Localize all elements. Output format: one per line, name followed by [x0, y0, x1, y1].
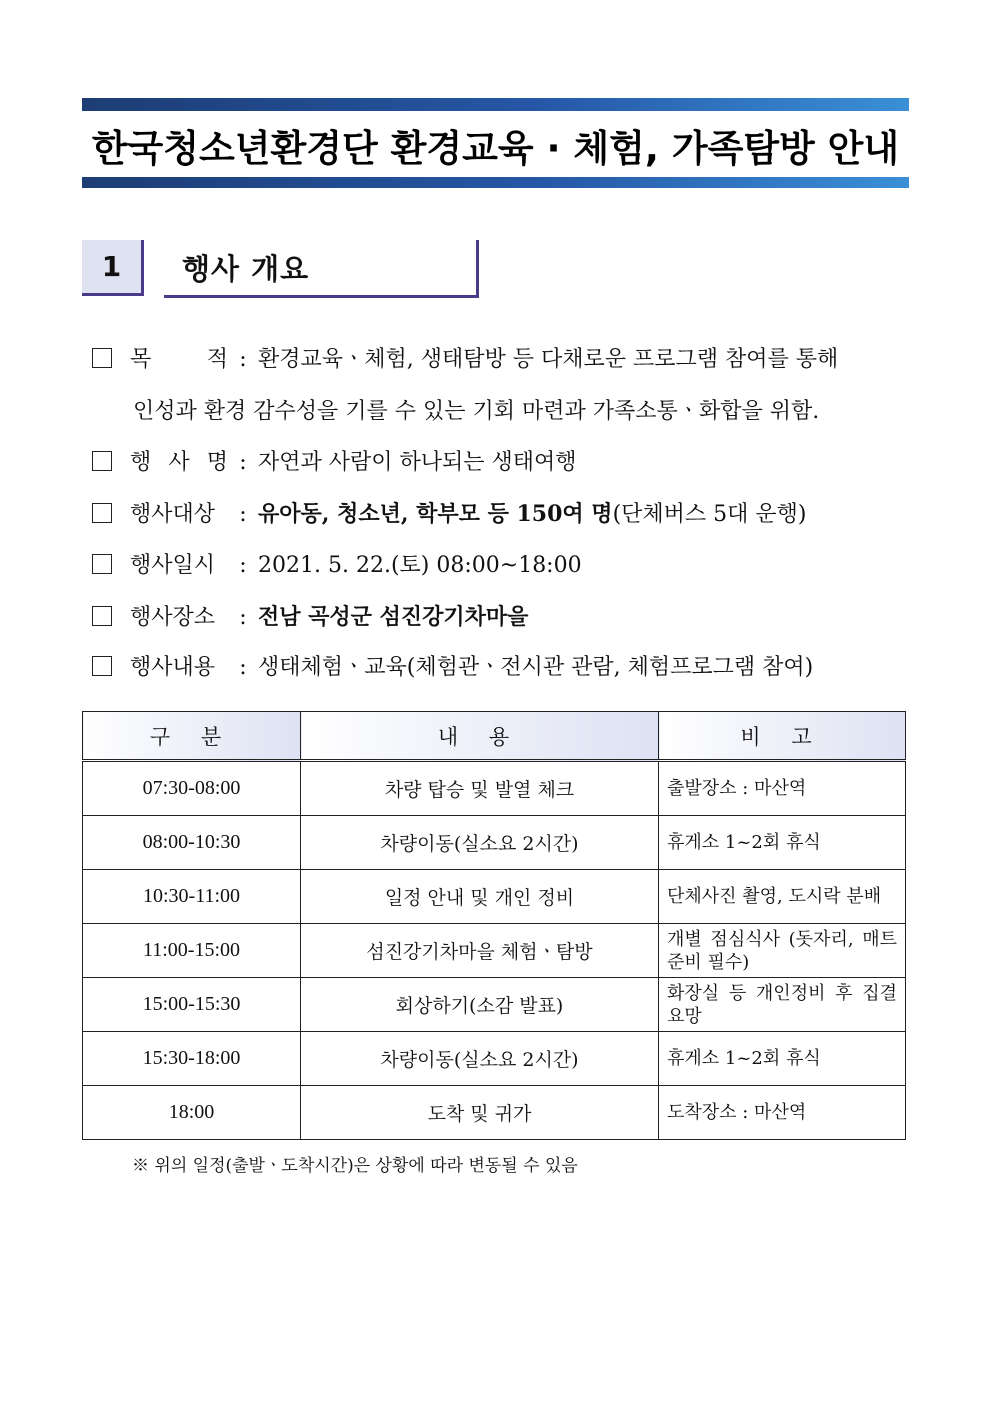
- item-label: 행사대상: [130, 502, 216, 527]
- checkbox-icon: [92, 606, 112, 626]
- item-value: 환경교육ㆍ체험, 생태탐방 등 다채로운 프로그램 참여를 통해: [258, 347, 839, 372]
- item-label: 행사일시: [130, 553, 216, 578]
- row-time: 15:00-15:30: [83, 978, 301, 1032]
- row-note: 도착장소 : 마산역: [659, 1086, 906, 1140]
- checkbox-icon: [92, 451, 112, 471]
- document-title: 한국청소년환경단 환경교육 · 체험, 가족탐방 안내: [91, 127, 900, 170]
- row-content: 회상하기(소감 발표): [301, 978, 659, 1032]
- item-colon: :: [239, 655, 247, 680]
- item-purpose-continuation: 인성과 환경 감수성을 기를 수 있는 기회 마련과 가족소통ㆍ화합을 위함.: [133, 399, 820, 424]
- row-content: 섬진강기차마을 체험ㆍ탐방: [301, 924, 659, 978]
- row-time: 11:00-15:00: [83, 924, 301, 978]
- row-time: 08:00-10:30: [83, 816, 301, 870]
- table-row: [83, 1086, 906, 1140]
- title-bar-top: [82, 98, 909, 111]
- title-bar-bottom: [82, 177, 909, 188]
- row-time: 07:30-08:00: [83, 761, 301, 816]
- checkbox-icon: [92, 348, 112, 368]
- row-content: 차량이동(실소요 2시간): [301, 1032, 659, 1086]
- row-note: 화장실 등 개인정비 후 집결 요망: [659, 978, 906, 1032]
- section-title: 행사 개요: [164, 240, 479, 298]
- row-content: 차량이동(실소요 2시간): [301, 816, 659, 870]
- header-division: 구 분: [83, 712, 301, 761]
- row-content: 일정 안내 및 개인 정비: [301, 870, 659, 924]
- item-value: (단체버스 5대 운행): [612, 502, 807, 527]
- item-colon: :: [239, 605, 247, 630]
- item-value: 2021. 5. 22.(토) 08:00~18:00: [258, 553, 582, 578]
- table-row: [83, 1032, 906, 1086]
- section-number: 1: [82, 240, 144, 296]
- row-note: 단체사진 촬영, 도시락 분배: [659, 870, 906, 924]
- table-header-row: [83, 712, 906, 761]
- item-value: 자연과 사람이 하나되는 생태여행: [258, 450, 577, 475]
- item-value: 생태체험ㆍ교육(체험관ㆍ전시관 관람, 체험프로그램 참여): [258, 655, 814, 680]
- item-purpose: [92, 345, 922, 375]
- item-content: [92, 653, 922, 683]
- checkbox-icon: [92, 554, 112, 574]
- table-row: [83, 978, 906, 1032]
- footnote: ※ 위의 일정(출발ㆍ도착시간)은 상황에 따라 변동될 수 있음: [132, 1156, 578, 1176]
- item-colon: :: [239, 450, 247, 475]
- item-colon: :: [239, 553, 247, 578]
- item-event-name: [92, 448, 922, 478]
- row-time: 15:30-18:00: [83, 1032, 301, 1086]
- table-row: [83, 924, 906, 978]
- row-content: 도착 및 귀가: [301, 1086, 659, 1140]
- item-label: 행사장소: [130, 605, 216, 630]
- row-content: 차량 탑승 및 발열 체크: [301, 761, 659, 816]
- header-remarks: 비 고: [659, 712, 906, 761]
- table-row: [83, 816, 906, 870]
- item-label: 목 적: [130, 347, 228, 372]
- checkbox-icon: [92, 503, 112, 523]
- table-row: [83, 761, 906, 816]
- row-time: 10:30-11:00: [83, 870, 301, 924]
- checkbox-icon: [92, 656, 112, 676]
- item-colon: :: [239, 502, 247, 527]
- item-colon: :: [239, 347, 247, 372]
- item-target: [92, 499, 922, 530]
- table-row: [83, 870, 906, 924]
- schedule-table: [82, 711, 906, 1140]
- row-note: 개별 점심식사 (돗자리, 매트 준비 필수): [659, 924, 906, 978]
- item-datetime: [92, 551, 922, 581]
- item-value-bold: 유아동, 청소년, 학부모 등 150여 명: [258, 501, 613, 527]
- row-note: 휴게소 1~2회 휴식: [659, 816, 906, 870]
- item-venue: [92, 602, 922, 633]
- item-label: 행사내용: [130, 655, 216, 680]
- row-note: 휴게소 1~2회 휴식: [659, 1032, 906, 1086]
- item-value-bold: 전남 곡성군 섬진강기차마을: [258, 604, 529, 630]
- row-time: 18:00: [83, 1086, 301, 1140]
- row-note: 출발장소 : 마산역: [659, 761, 906, 816]
- item-label: 행 사 명: [130, 450, 228, 475]
- header-content: 내 용: [301, 712, 659, 761]
